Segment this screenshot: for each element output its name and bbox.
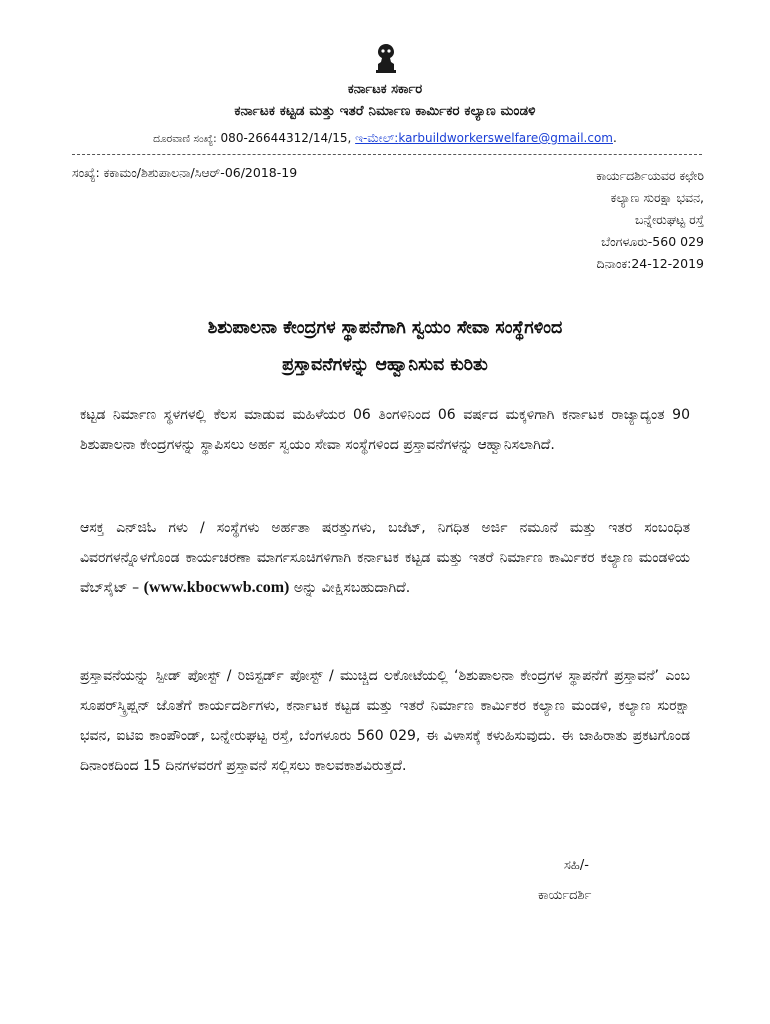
email-link[interactable]: karbuildworkerswelfare@gmail.com <box>398 131 613 145</box>
guidelines-text-end: ಅನ್ನು ವೀಕ್ಷಿಸಬಹುದಾಗಿದೆ. <box>293 580 411 596</box>
karnataka-emblem-icon <box>372 42 400 74</box>
letter-date: ದಿನಾಂಕ:24-12-2019 <box>596 256 704 271</box>
government-name: ಕರ್ನಾಟಕ ಸರ್ಕಾರ <box>347 82 423 97</box>
email-suffix: . <box>612 131 617 145</box>
address-building: ಕಲ್ಯಾಣ ಸುರಕ್ಷಾ ಭವನ, <box>610 190 704 205</box>
contact-line <box>0 131 770 146</box>
website-link[interactable]: (www.kbocwwb.com) <box>143 579 290 596</box>
board-name: ಕರ್ನಾಟಕ ಕಟ್ಟಡ ಮತ್ತು ಇತರೆ ನಿರ್ಮಾಣ ಕಾರ್ಮಿಕರ ಕಲ್ಯಾಣ ಮಂಡಳಿ <box>234 103 536 119</box>
email-label[interactable]: ಇ-ಮೇಲ್: <box>355 131 399 145</box>
guidelines-text: ಆಸಕ್ತ ಎನ್‌ಜಿಓ ಗಳು / ಸಂಸ್ಥೆಗಳು ಅರ್ಹತಾ ಷರತ್ತುಗಳು, ಬಜೆಟ್, ನಿಗಧಿತ ಅರ್ಜಿ ನಮೂನೆ ಮತ್ತು ಇತರ ಸಂಬಂಧಿತ ವಿವರಗಳನ್ನೊಳಗೊಂಡ ಕಾರ್ಯಚರಣಾ ಮಾರ್ಗಸೂಚಿಗಳಿಗಾಗಿ ಕರ್ನಾಟಕ ಕಟ್ಟಡ ಮತ್ತು ಇತರೆ ನಿರ್ಮಾಣ ಕಾರ್ಮಿಕರ ಕಲ್ಯಾಣ ಮಂಡಳಿಯ ವೆಬ್‌ಸೈಟ್ – <box>80 520 690 596</box>
paragraph-submission: ಪ್ರಸ್ತಾವನೆಯನ್ನು ಸ್ಪೀಡ್ ಪೋಸ್ಟ್ / ರಿಜಿಸ್ಟರ್ಡ್ ಪೋಸ್ಟ್ / ಮುಚ್ಚಿದ ಲಕೋಟೆಯಲ್ಲಿ ‘ಶಿಶುಪಾಲನಾ ಕೇಂದ್ರಗಳ ಸ್ಥಾಪನೆಗೆ ಪ್ರಸ್ತಾವನೆ’ ಎಂಬ ಸೂಪರ್‌ಸ್ಕ್ರಿಪ್ಷನ್ ಜೊತೆಗೆ ಕಾರ್ಯದರ್ಶಿಗಳು, ಕರ್ನಾಟಕ ಕಟ್ಟಡ ಮತ್ತು ಇತರೆ ನಿರ್ಮಾಣ ಕಾರ್ಮಿಕರ ಕಲ್ಯಾಣ ಮಂಡಳಿ, ಕಲ್ಯಾಣ ಸುರಕ್ಷಾ ಭವನ, ಐಟಿಐ ಕಾಂಪೌಂಡ್, ಬನ್ನೇರುಘಟ್ಟ ರಸ್ತೆ, ಬೆಂಗಳೂರು 560 029, ಈ ವಿಳಾಸಕ್ಕೆ ಕಳುಹಿಸುವುದು. ಈ ಜಾಹಿರಾತು ಪ್ರಕಟಗೊಂಡ ದಿನಾಂಕದಿಂದ 15 ದಿನಗಳವರಗೆ ಪ್ರಸ್ತಾವನೆ ಸಲ್ಲಿಸಲು ಕಾಲವಕಾಶವಿರುತ್ತದೆ. <box>80 668 690 774</box>
notice-title <box>0 310 770 384</box>
office-address <box>596 165 704 275</box>
paragraph-guidelines <box>80 513 690 603</box>
reference-number: ಸಂಖ್ಯೆ: ಕಕಾಮಂ/ಶಿಶುಪಾಲನಾ/ಸಿಆರ್-06/2018-19 <box>72 165 298 180</box>
signature-designation: ಕಾರ್ಯದರ್ಶಿ <box>538 888 592 903</box>
phone-number: 080-26644312/14/15, <box>220 131 352 145</box>
phone-label: ದೂರವಾಣಿ ಸಂಖ್ಯೆ: <box>153 133 217 145</box>
address-road: ಬನ್ನೇರುಘಟ್ಟ ರಸ್ತೆ <box>634 212 704 227</box>
title-line-1: ಶಿಶುಪಾಲನಾ ಕೇಂದ್ರಗಳ ಸ್ಥಾಪನೆಗಾಗಿ ಸ್ವಯಂ ಸೇವಾ ಸಂಸ್ಥೆಗಳಿಂದ <box>207 318 563 338</box>
paragraph-intro: ಕಟ್ಟಡ ನಿರ್ಮಾಣ ಸ್ಥಳಗಳಲ್ಲಿ ಕೆಲಸ ಮಾಡುವ ಮಹಿಳೆಯರ 06 ತಿಂಗಳಿನಿಂದ 06 ವರ್ಷದ ಮಕ್ಕಳಿಗಾಗಿ ಕರ್ನಾಟಕ ರಾಜ್ಯಾದ್ಯಂತ 90 ಶಿಶುಪಾಲನಾ ಕೇಂದ್ರಗಳನ್ನು ಸ್ಥಾಪಿಸಲು ಅರ್ಹ ಸ್ವಯಂ ಸೇವಾ ಸಂಸ್ಥೆಗಳಿಂದ ಪ್ರಸ್ತಾವನೆಗಳನ್ನು ಆಹ್ವಾನಿಸಲಾಗಿದೆ. <box>80 407 690 453</box>
signature-signed: ಸಹಿ/- <box>564 858 589 873</box>
title-line-2: ಪ್ರಸ್ತಾವನೆಗಳನ್ನು ಆಹ್ವಾನಿಸುವ ಕುರಿತು <box>282 355 488 375</box>
header-divider <box>72 154 702 155</box>
address-office: ಕಾರ್ಯದರ್ಶಿಯವರ ಕಛೇರಿ <box>596 168 704 183</box>
address-city: ಬೆಂಗಳೂರು-560 029 <box>601 234 704 249</box>
